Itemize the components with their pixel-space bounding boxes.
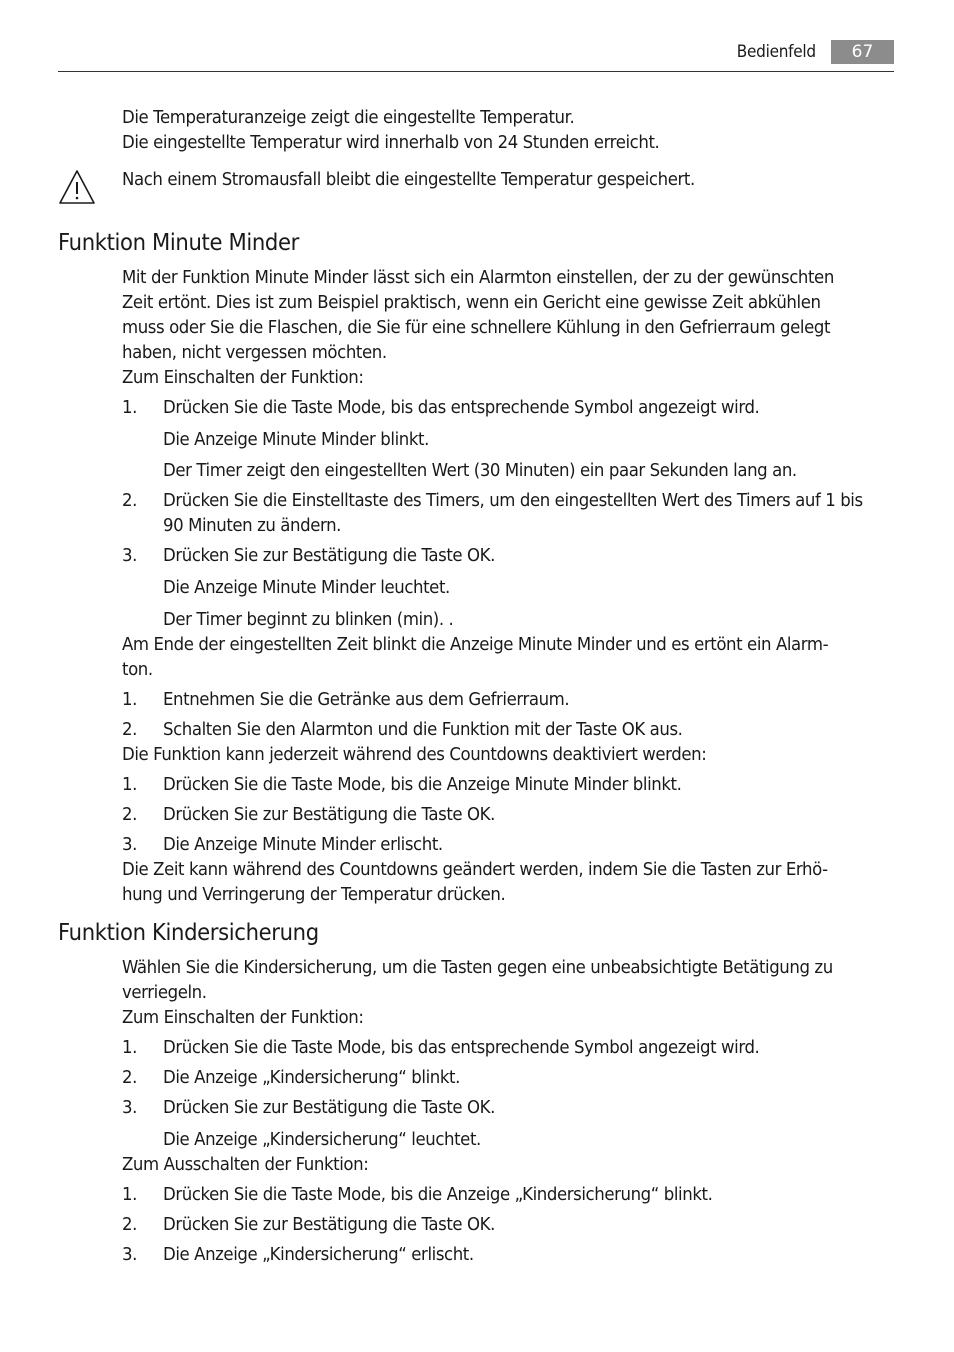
paragraph-line: Mit der Funktion Minute Minder lässt sich ein Alarmton einstellen, der zu der gewünschten bbox=[122, 267, 834, 288]
list-item: Drücken Sie zur Bestätigung die Taste OK. bbox=[163, 545, 495, 566]
list-number: 1. bbox=[122, 1037, 137, 1058]
paragraph-line: Am Ende der eingestellten Zeit blinkt die Anzeige Minute Minder und es ertönt ein Alarm- bbox=[122, 634, 829, 655]
page-number: 67 bbox=[831, 40, 894, 64]
list-number: 2. bbox=[122, 1214, 137, 1235]
paragraph-line: ton. bbox=[122, 659, 153, 680]
list-item: Drücken Sie zur Bestätigung die Taste OK. bbox=[163, 1214, 495, 1235]
list-item: Drücken Sie zur Bestätigung die Taste OK. bbox=[163, 804, 495, 825]
instruction-label: Zum Ausschalten der Funktion: bbox=[122, 1154, 369, 1175]
section-heading-minute-minder: Funktion Minute Minder bbox=[58, 230, 299, 256]
step-note: Die Anzeige Minute Minder leuchtet. bbox=[163, 577, 450, 598]
list-number: 2. bbox=[122, 804, 137, 825]
list-item: Drücken Sie zur Bestätigung die Taste OK. bbox=[163, 1097, 495, 1118]
step-note: Der Timer zeigt den eingestellten Wert (30 Minuten) ein paar Sekunden lang an. bbox=[163, 460, 797, 481]
intro-line: Die eingestellte Temperatur wird innerhalb von 24 Stunden erreicht. bbox=[122, 132, 660, 153]
paragraph-line: verriegeln. bbox=[122, 982, 207, 1003]
step-note: Die Anzeige Minute Minder blinkt. bbox=[163, 429, 429, 450]
list-item: Drücken Sie die Taste Mode, bis die Anzeige Minute Minder blinkt. bbox=[163, 774, 682, 795]
warning-text: Nach einem Stromausfall bleibt die eingestellte Temperatur gespeichert. bbox=[122, 169, 695, 190]
list-number: 3. bbox=[122, 1244, 137, 1265]
list-number: 3. bbox=[122, 834, 137, 855]
list-item: Drücken Sie die Taste Mode, bis das entsprechende Symbol angezeigt wird. bbox=[163, 397, 760, 418]
list-item: Entnehmen Sie die Getränke aus dem Gefrierraum. bbox=[163, 689, 570, 710]
list-item: Schalten Sie den Alarmton und die Funktion mit der Taste OK aus. bbox=[163, 719, 683, 740]
instruction-label: Zum Einschalten der Funktion: bbox=[122, 367, 364, 388]
section-title: Bedienfeld bbox=[736, 42, 816, 62]
page-header bbox=[58, 38, 894, 72]
paragraph-line: haben, nicht vergessen möchten. bbox=[122, 342, 387, 363]
instruction-label: Zum Einschalten der Funktion: bbox=[122, 1007, 364, 1028]
list-number: 1. bbox=[122, 774, 137, 795]
list-number: 2. bbox=[122, 490, 137, 511]
list-number: 1. bbox=[122, 397, 137, 418]
list-item: Drücken Sie die Taste Mode, bis die Anzeige „Kindersicherung“ blinkt. bbox=[163, 1184, 713, 1205]
list-number: 3. bbox=[122, 1097, 137, 1118]
list-number: 1. bbox=[122, 689, 137, 710]
list-number: 3. bbox=[122, 545, 137, 566]
paragraph-line: Die Zeit kann während des Countdowns geändert werden, indem Sie die Tasten zur Erhö- bbox=[122, 859, 828, 880]
list-number: 2. bbox=[122, 1067, 137, 1088]
paragraph-line: muss oder Sie die Flaschen, die Sie für eine schnellere Kühlung in den Gefrierraum gelegt bbox=[122, 317, 831, 338]
section-heading-child-lock: Funktion Kindersicherung bbox=[58, 920, 319, 946]
paragraph-line: Wählen Sie die Kindersicherung, um die Tasten gegen eine unbeabsichtigte Betätigung zu bbox=[122, 957, 833, 978]
step-note: Die Anzeige „Kindersicherung“ leuchtet. bbox=[163, 1129, 481, 1150]
list-item: Die Anzeige „Kindersicherung“ erlischt. bbox=[163, 1244, 474, 1265]
list-item: Drücken Sie die Einstelltaste des Timers, um den eingestellten Wert des Timers auf 1 bis bbox=[163, 490, 863, 511]
list-item: Drücken Sie die Taste Mode, bis das entsprechende Symbol angezeigt wird. bbox=[163, 1037, 760, 1058]
list-number: 2. bbox=[122, 719, 137, 740]
list-item-continued: 90 Minuten zu ändern. bbox=[163, 515, 342, 536]
instruction-label: Die Funktion kann jederzeit während des Countdowns deaktiviert werden: bbox=[122, 744, 707, 765]
step-note: Der Timer beginnt zu blinken (min). . bbox=[163, 609, 454, 630]
paragraph-line: Zeit ertönt. Dies ist zum Beispiel praktisch, wenn ein Gericht eine gewisse Zeit abkühlen bbox=[122, 292, 821, 313]
list-item: Die Anzeige Minute Minder erlischt. bbox=[163, 834, 443, 855]
list-item: Die Anzeige „Kindersicherung“ blinkt. bbox=[163, 1067, 460, 1088]
intro-line: Die Temperaturanzeige zeigt die eingestellte Temperatur. bbox=[122, 107, 575, 128]
paragraph-line: hung und Verringerung der Temperatur drücken. bbox=[122, 884, 506, 905]
list-number: 1. bbox=[122, 1184, 137, 1205]
warning-triangle-icon bbox=[58, 169, 96, 205]
